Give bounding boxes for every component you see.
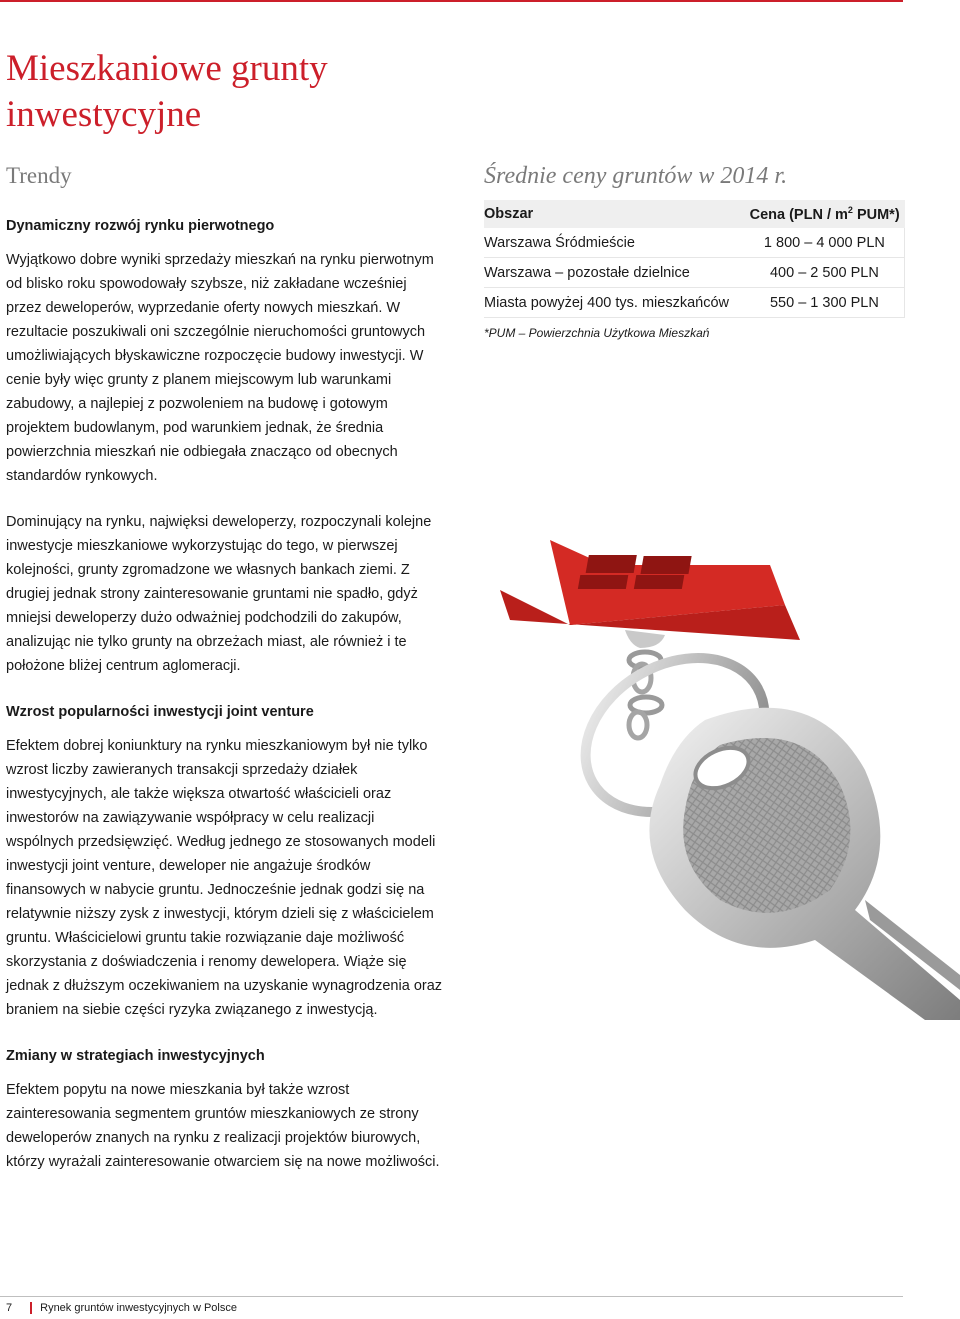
publication-title: Rynek gruntów inwestycyjnych w Polsce <box>40 1302 237 1314</box>
area-cell: Miasta powyżej 400 tys. mieszkańców <box>484 288 745 318</box>
page-number: 7 <box>6 1302 13 1314</box>
article-body <box>6 214 446 1174</box>
paragraph-joint-venture: Efektem dobrej koniunktury na rynku mieszkaniowym był nie tylko wzrost liczby zawieranych transakcji sprzedaży działek inwestycyjnych, ale także większa otwartość właścicieli oraz inwestorów na zawiązywanie współpracy w celu realizacji wspólnych przedsięwzięć. Według jednego ze stosowanych modeli inwestycji joint venture, deweloper nie angażuje środków finansowych w nabycie gruntu. Jednocześnie jednak godzi się na relatywnie niższy zysk z inwestycji, którym dzieli się z właścicielem gruntu. Właścicielowi gruntu takie rozwiązanie daje możliwość skorzystania z doświadczenia i renomy dewelopera. Wiąże się jednak z dłuższym oczekiwaniem na uzyskanie wynagrodzenia oraz braniem na siebie części ryzyka związanego z inwestycją. <box>6 738 443 1018</box>
price-table-block <box>484 163 906 340</box>
price-table <box>484 200 905 318</box>
price-cell: 1 800 – 4 000 PLN <box>745 228 905 258</box>
price-cell: 550 – 1 300 PLN <box>745 288 905 318</box>
page-title-line-1: Mieszkaniowe grunty <box>6 48 328 89</box>
area-cell: Warszawa Śródmieście <box>484 228 745 258</box>
paragraph-strategies: Efektem popytu na nowe mieszkania był także wzrost zainteresowania segmentem gruntów mieszkaniowych ze strony deweloperów znanych na rynku z realizacji projektów biurowych, którzy wyrażali zainteresowanie otwarciem się na nowe możliwości. <box>6 1082 440 1170</box>
footer-rule <box>0 1296 903 1297</box>
top-accent-rule <box>0 0 903 2</box>
heading-primary-market: Dynamiczny rozwój rynku pierwotnego <box>6 218 275 234</box>
price-table-title: Średnie ceny gruntów w 2014 r. <box>484 163 788 189</box>
paragraph-primary-market: Wyjątkowo dobre wyniki sprzedaży mieszkań na rynku pierwotnym od blisko roku spowodowały szybsze, niż zakładane wcześniej przez deweloperów, wyprzedanie oferty nowych mieszkań. W rezultacie poszukiwali oni szczególnie nieruchomości gruntowych umożliwiających błyskawiczne rozpoczęcie budowy inwestycji. W cenie były więc grunty z planem miejscowym lub warunkami zabudowy, a najlepiej z pozwoleniem na budowę i gotowym projektem budowlanym, pod warunkiem jednak, że średnia powierzchnia mieszkań nie odbiegała znacząco od obecnych standardów rynkowych. <box>6 252 434 484</box>
section-label: Trendy <box>6 163 72 188</box>
heading-joint-venture: Wzrost popularności inwestycji joint venture <box>6 704 314 720</box>
page-title <box>6 46 328 138</box>
house-keychain-key-icon <box>470 520 960 1020</box>
price-cell: 400 – 2 500 PLN <box>745 258 905 288</box>
footer-separator <box>30 1302 32 1314</box>
column-header-area: Obszar <box>484 200 745 228</box>
paragraph-developers: Dominujący na rynku, najwięksi deweloperzy, rozpoczynali kolejne inwestycje mieszkaniowe wykorzystując do tego, w pierwszej kolejności, grunty zgromadzone we własnych bankach ziemi. Z drugiej jednak strony zainteresowanie gruntami nie spadło, gdyż mniejsi deweloperzy dużo odważniej podchodzili do zakupów, analizując nie tylko grunty na obrzeżach miast, ale również i te położone bliżej centrum aglomeracji. <box>6 514 432 674</box>
price-table-header <box>484 200 905 228</box>
area-cell: Warszawa – pozostałe dzielnice <box>484 258 745 288</box>
table-row <box>484 288 905 318</box>
table-row <box>484 228 905 258</box>
page-title-line-2: inwestycyjne <box>6 94 202 135</box>
table-row <box>484 258 905 288</box>
column-header-price: Cena ($PLN / m^2$ PUM*) <box>745 200 905 228</box>
footer <box>6 1302 237 1314</box>
table-footnote: *PUM – Powierzchnia Użytkowa Mieszkań <box>484 326 710 340</box>
heading-strategies: Zmiany w strategiach inwestycyjnych <box>6 1048 265 1064</box>
